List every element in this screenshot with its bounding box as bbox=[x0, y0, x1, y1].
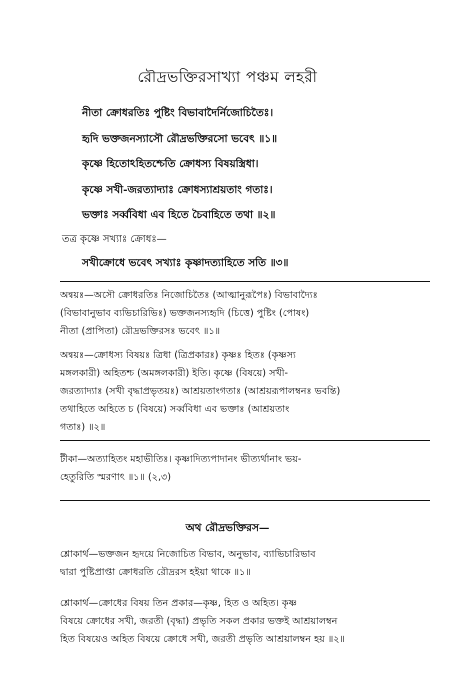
shlokartha-2-line: হিত বিষয়েও অহিত বিষয়ে ক্রোধে সখী, জরতী প্রভৃতি আশ্রয়ালম্বন হয় ॥২॥ bbox=[60, 634, 345, 645]
anvaya-1-line: (বিভাবানুভাব ব্যভিচারিভিঃ) ভক্তজনস্যহৃদি (চিত্তে) পুষ্টিং (পোষং) bbox=[60, 308, 310, 319]
shlokartha-1-line: শ্লোকার্থ—ভক্তজন হৃদয়ে নিজোচিত বিভাব, অনুভাব, ব্যাভিচারিভাব bbox=[60, 549, 316, 560]
shlokartha-2 bbox=[60, 595, 432, 649]
anvaya-2-line: তথাহিতে অহিতে চ (বিষয়ে) সর্ব্ববিধা এব ভক্তাঃ (আশ্রয়তাং bbox=[60, 404, 290, 415]
verse-line-6: সখীক্রোধে ভবেৎ সখ্যাঃ কৃষ্ণাদত্যাহিতে সতি ॥৩॥ bbox=[82, 257, 289, 269]
section-divider bbox=[60, 500, 430, 501]
shlokartha-2-line: শ্লোকার্থ—ক্রোধের বিষয় তিন প্রকার—কৃষ্ণ, হিত ও অহিত। কৃষ্ণ bbox=[60, 598, 297, 609]
tika bbox=[60, 451, 432, 487]
shlokartha-1-line: দ্বারা পুষ্টিপ্রাপ্তা ক্রোধরতি রৌদ্ররস হইয়া থাকে ॥১॥ bbox=[60, 567, 251, 578]
verse-line-3: কৃষ্ণে হিতোঽহিতশ্চেতি ক্রোধস্য বিষয়স্ত্রিধা। bbox=[82, 158, 259, 170]
anvaya-1-line: নীতা (প্রাপিতা) রৌদ্রভক্তিরসঃ ভবেৎ ॥১॥ bbox=[60, 326, 221, 337]
anvaya-1-line: অন্বয়ঃ—অসৌ ক্রোধরতিঃ নিজোচিতৈঃ (আত্মানুরূপৈঃ) বিভাবাদ্যৈঃ bbox=[60, 290, 318, 301]
anvaya-2-line: অন্বয়ঃ—ক্রোধস্য বিষয়ঃ ত্রিধা (ত্রিপ্রকারঃ) কৃষ্ণঃ হিতঃ (কৃষ্ণস্য bbox=[60, 350, 296, 361]
anvaya-2 bbox=[60, 347, 432, 437]
verse-line-5: ভক্তাঃ সর্ব্ববিধা এব হিতে চৈবাহিতে তথা ॥২॥ bbox=[82, 209, 276, 221]
section-divider bbox=[60, 440, 430, 441]
chapter-title: রৌদ্রভক্তিরসাখ্যা পঞ্চম লহরী bbox=[137, 68, 318, 86]
tika-line: টীকা—অত্যাহিতং মহাভীতিঃ। কৃষ্ণাদিত্যপাদানং ভীত্যর্থানাং ভয়- bbox=[60, 454, 302, 465]
shlokartha-1 bbox=[60, 546, 432, 582]
tika-line: হেতুরিতি স্মরণাৎ ॥১॥ (২,৩) bbox=[60, 472, 172, 483]
shlokartha-2-line: বিষয়ে ক্রোধের সখী, জরতী (বৃদ্ধা) প্রভৃতি সকল প্রকার ভক্তই আশ্রয়ালম্বন bbox=[60, 616, 338, 627]
anvaya-1 bbox=[60, 287, 432, 341]
anvaya-2-line: মঙ্গলকারী) অহিতশ্চ (অমঙ্গলকারী) ইতি। কৃষ্ণে (বিষয়ে) সখী- bbox=[60, 368, 288, 379]
verse-line-2: হৃদি ভক্তজনস্যাসৌ রৌদ্রভক্তিরসো ভবেৎ ॥১॥ bbox=[82, 133, 278, 145]
verse-line-1: নীতা ক্রোধরতিঃ পুষ্টিং বিভাবাদৈর্নিজোচিতৈঃ। bbox=[82, 107, 274, 119]
anvaya-2-line: গতাঃ) ॥২॥ bbox=[60, 422, 106, 433]
section-divider bbox=[60, 281, 430, 282]
anvaya-2-line: জরত্যাদ্যাঃ (সখী বৃদ্ধাপ্রভৃতয়ঃ) আশ্রয়তাংগতাঃ (আশ্রয়রূপালম্বনঃ ভবন্তি) bbox=[60, 386, 341, 397]
verse-line-4: কৃষ্ণে সখী-জরত্যাদ্যাঃ ক্রোধস্যাশ্রয়তাং গতাঃ। bbox=[82, 184, 273, 196]
verse-intro: তত্র কৃষ্ণে সখ্যাঃ ক্রোধঃ— bbox=[62, 234, 167, 245]
section-heading: অথ রৌদ্রভক্তিরস— bbox=[185, 522, 270, 534]
